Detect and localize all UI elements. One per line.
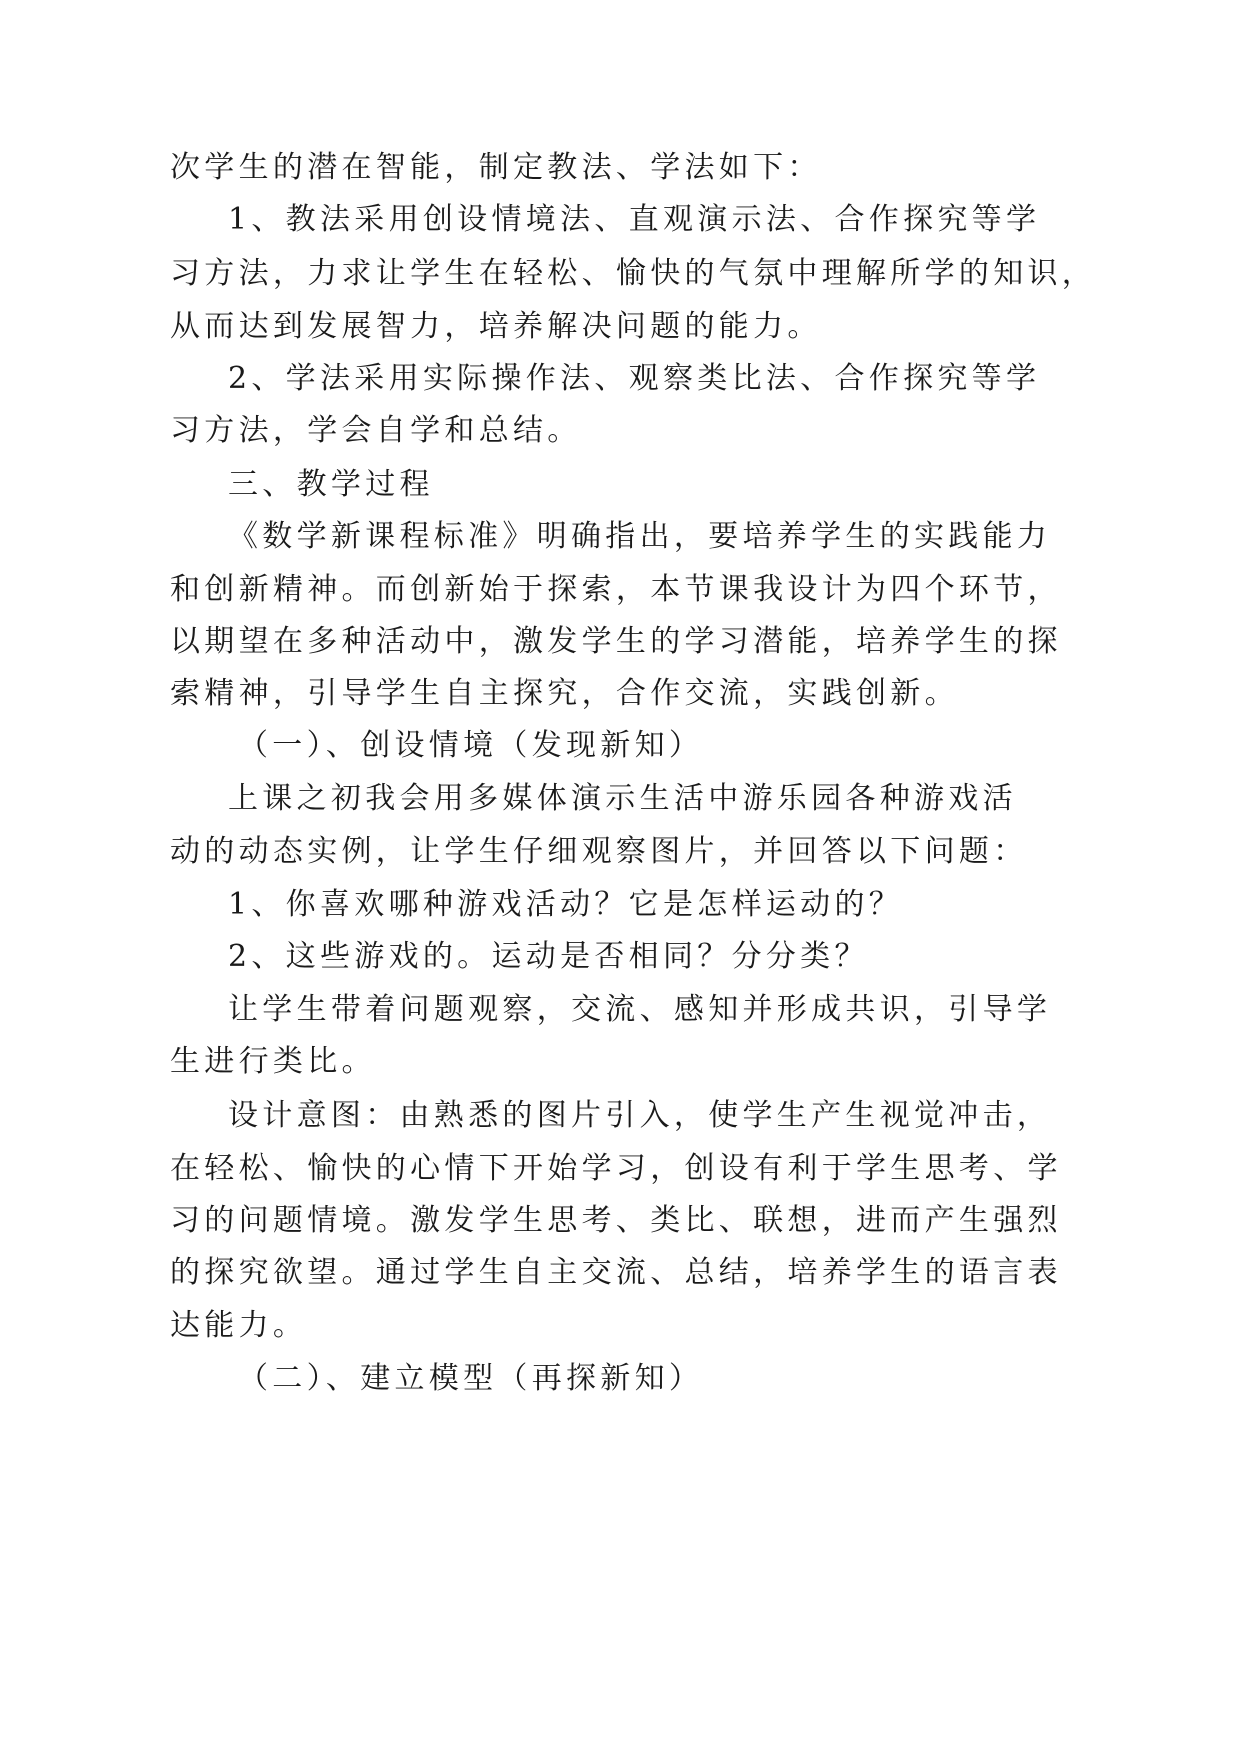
text-line: 习方法，学会自学和总结。 (170, 413, 582, 448)
text-line: 设计意图：由熟悉的图片引入，使学生产生视觉冲击， (228, 1098, 1052, 1133)
text-line: 在轻松、愉快的心情下开始学习，创设有利于学生思考、学 (170, 1151, 1062, 1186)
text-line: 的探究欲望。通过学生自主交流、总结，培养学生的语言表 (170, 1255, 1062, 1290)
text-line: 2、这些游戏的。运动是否相同？分分类？ (228, 939, 869, 974)
text-line: 习方法，力求让学生在轻松、愉快的气氛中理解所学的知识， (170, 256, 1097, 291)
text-line: 以期望在多种活动中，激发学生的学习潜能，培养学生的探 (170, 624, 1062, 659)
text-line: 索精神，引导学生自主探究，合作交流，实践创新。 (170, 676, 959, 711)
text-line: 次学生的潜在智能，制定教法、学法如下： (170, 150, 822, 185)
text-line: 生进行类比。 (170, 1044, 376, 1079)
text-line: 让学生带着问题观察，交流、感知并形成共识，引导学 (228, 992, 1052, 1027)
text-line: 2、学法采用实际操作法、观察类比法、合作探究等学 (228, 361, 1041, 396)
section-heading: 三、教学过程 (228, 467, 434, 502)
text-line: 和创新精神。而创新始于探索，本节课我设计为四个环节， (170, 572, 1062, 607)
text-line: 《数学新课程标准》明确指出，要培养学生的实践能力 (228, 519, 1052, 554)
text-line: 达能力。 (170, 1308, 308, 1343)
subsection-heading: （二）、建立模型（再探新知） (238, 1361, 704, 1396)
text-line: 上课之初我会用多媒体演示生活中游乐园各种游戏活 (228, 781, 1017, 816)
subsection-heading: （一）、创设情境（发现新知） (238, 728, 704, 763)
text-line: 从而达到发展智力，培养解决问题的能力。 (170, 309, 822, 344)
text-line: 习的问题情境。激发学生思考、类比、联想，进而产生强烈 (170, 1203, 1062, 1238)
text-line: 动的动态实例，让学生仔细观察图片，并回答以下问题： (170, 834, 1028, 869)
text-line: 1、你喜欢哪种游戏活动？它是怎样运动的？ (228, 887, 904, 922)
text-line: 1、教法采用创设情境法、直观演示法、合作探究等学 (228, 202, 1041, 237)
